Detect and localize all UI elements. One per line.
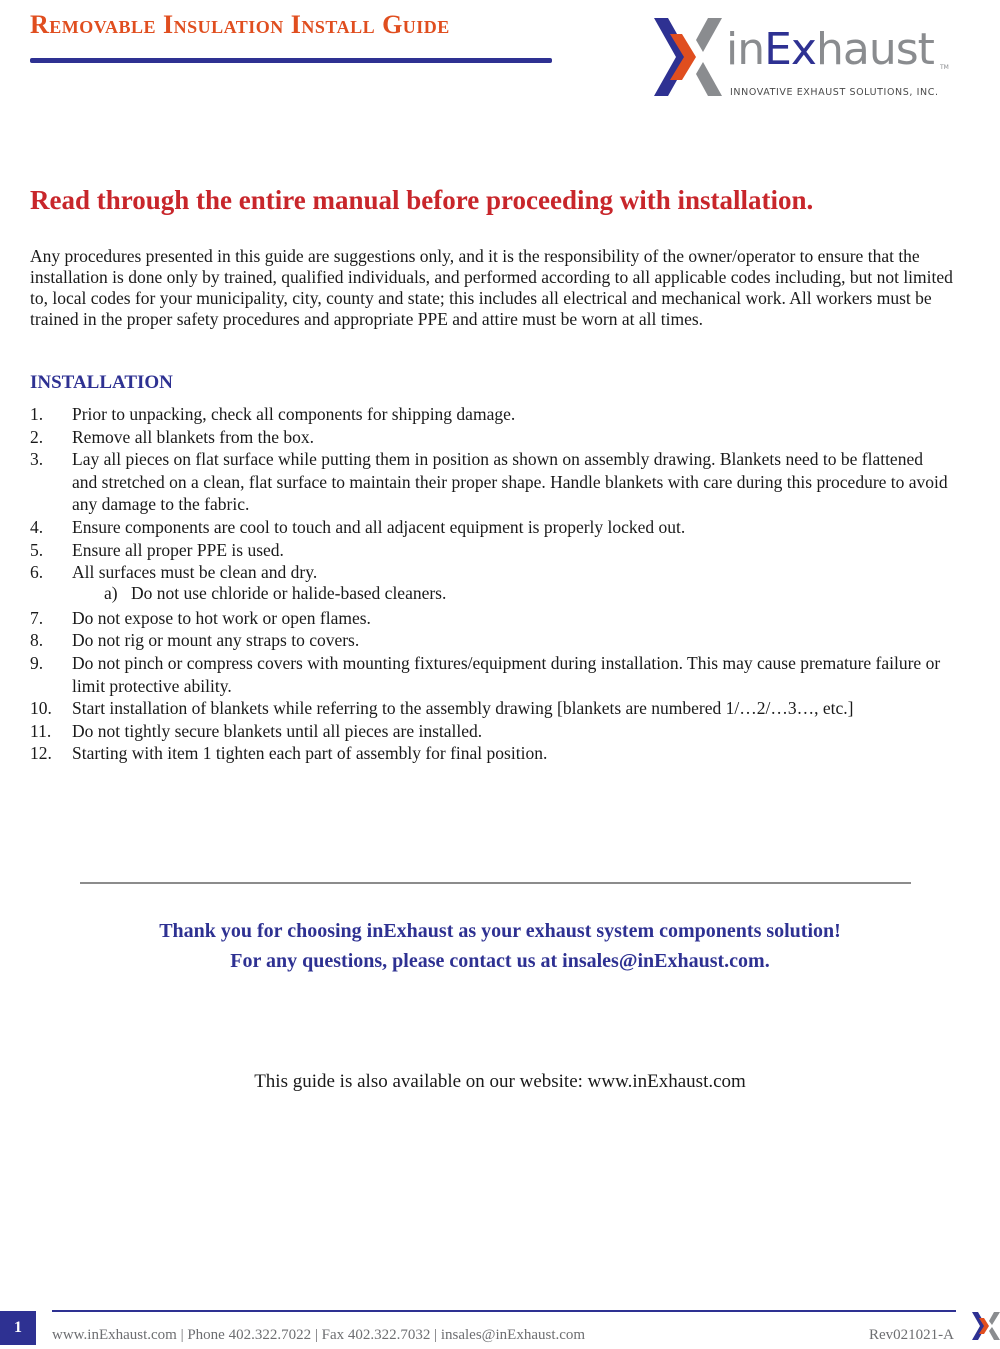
step-number: 5.	[30, 539, 44, 560]
installation-step	[30, 448, 950, 516]
website-note: This guide is also available on our website: www.inExhaust.com	[254, 1071, 746, 1092]
step-text: Do not rig or mount any straps to covers.	[72, 630, 360, 651]
step-text: Do not tightly secure blankets until all pieces are installed.	[72, 720, 483, 741]
footer-rule	[52, 1310, 956, 1312]
document-title: Removable Insulation Install Guide	[30, 10, 450, 39]
step-text: Ensure components are cool to touch and all adjacent equipment is properly locked out.	[72, 516, 686, 537]
installation-steps	[30, 403, 950, 765]
step-text: All surfaces must be clean and dry.	[72, 562, 318, 583]
installation-step	[30, 426, 950, 449]
step-text: Prior to unpacking, check all components for shipping damage.	[72, 404, 516, 424]
step-text: Lay all pieces on flat surface while putting them in position as shown on assembly drawing. Blankets need to be flattened and stretched on a clean, flat surface to maintain their proper shape. Handle blankets with care during this procedure to avoid any damage to the fabric.	[72, 449, 948, 515]
installation-step	[30, 403, 950, 426]
sub-step-letter: a)	[104, 582, 118, 603]
inexhaust-x-small-icon	[970, 1308, 1000, 1344]
installation-step	[30, 629, 950, 652]
step-number: 11.	[30, 720, 52, 741]
step-number: 8.	[30, 630, 44, 651]
step-text: Ensure all proper PPE is used.	[72, 539, 284, 560]
thank-you-line: Thank you for choosing inExhaust as your exhaust system components solution!	[159, 920, 841, 942]
step-number: 12.	[30, 743, 52, 764]
installation-step	[30, 607, 950, 630]
thank-you-message	[0, 916, 1000, 976]
step-number: 1.	[30, 404, 44, 424]
intro-paragraph: Any procedures presented in this guide are suggestions only, and it is the responsibility of the owner/operator to ensure that the installation is done only by trained, qualified individuals, and performed according to all applicable codes including, but not limited to, local codes for your municipality, city, county and state; this includes all electrical and mechanical work. All workers must be trained in the proper safety procedures and appropriate PPE and attire must be worn at all times.	[30, 246, 953, 329]
installation-heading: INSTALLATION	[30, 372, 173, 393]
trademark-symbol: TM	[940, 64, 949, 71]
step-number: 2.	[30, 426, 44, 447]
read-manual-warning: Read through the entire manual before proceeding with installation.	[30, 185, 814, 215]
sub-step-text: Do not use chloride or halide-based cleaners.	[131, 582, 447, 603]
installation-step	[30, 561, 950, 603]
step-number: 7.	[30, 607, 44, 628]
page-number: 1	[0, 1311, 36, 1345]
sub-step	[72, 584, 950, 603]
revision-code: Rev021021-A	[869, 1327, 954, 1343]
step-text: Start installation of blankets while referring to the assembly drawing [blankets are numbered 1/…2/…3…, etc.]	[72, 698, 854, 719]
inexhaust-x-logo-icon	[652, 14, 724, 100]
installation-step	[30, 539, 950, 562]
step-text: Do not pinch or compress covers with mounting fixtures/equipment during installation. This may cause premature failure or limit protective ability.	[72, 652, 941, 696]
step-number: 3.	[30, 449, 44, 470]
section-divider	[80, 882, 911, 884]
installation-step	[30, 742, 950, 765]
logo-tagline: INNOVATIVE EXHAUST SOLUTIONS, INC.	[730, 87, 939, 98]
company-logo	[652, 14, 952, 104]
logo-wordmark: inExhaust	[726, 24, 934, 75]
step-number: 4.	[30, 516, 44, 537]
installation-step	[30, 516, 950, 539]
installation-step	[30, 697, 950, 720]
step-text: Do not expose to hot work or open flames.	[72, 607, 371, 628]
footer-contact-info: www.inExhaust.com | Phone 402.322.7022 | Fax 402.322.7032 | insales@inExhaust.com	[52, 1327, 586, 1343]
step-number: 9.	[30, 652, 44, 673]
installation-step	[30, 720, 950, 743]
installation-step	[30, 652, 950, 697]
step-number: 6.	[30, 562, 44, 583]
step-number: 10.	[30, 698, 52, 719]
step-text: Starting with item 1 tighten each part of assembly for final position.	[72, 743, 548, 764]
step-text: Remove all blankets from the box.	[72, 426, 315, 447]
title-underline	[30, 58, 552, 63]
contact-line: For any questions, please contact us at insales@inExhaust.com.	[230, 950, 770, 972]
